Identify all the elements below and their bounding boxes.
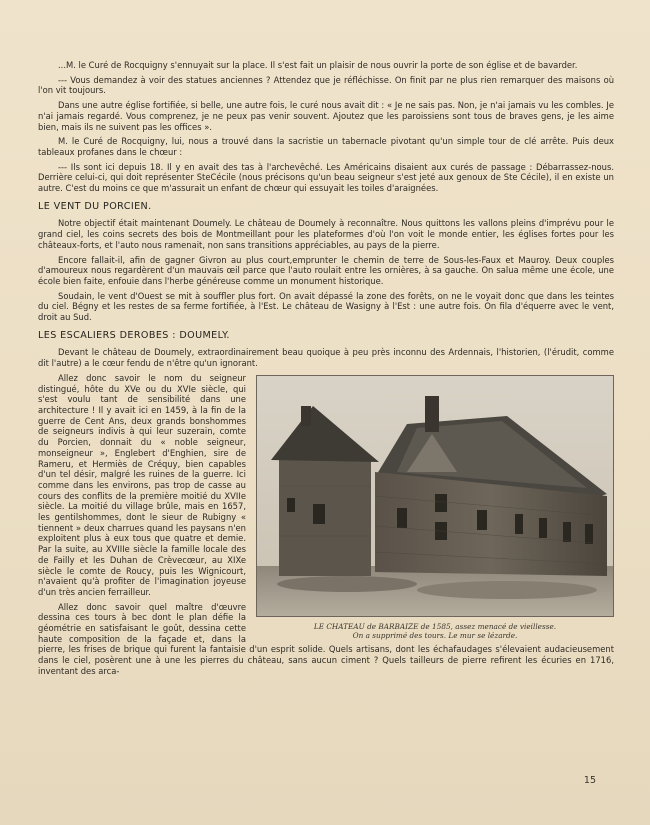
caption-line: On a supprimé des tours. Le mur se lézarde. bbox=[352, 631, 518, 641]
paragraph: Dans une autre église fortifiée, si belle, une autre fois, le curé nous avait dit : « Je ne sais pas. Non, je n'ai jamais vu les combles. Je n'ai jamais regardé. Vous comprenez, je ne peux pas venir souvent. Ajoutez que les paroissiens sont tous de braves gens, je les aime bien, mais ils ne suivent pas les offices ». bbox=[38, 100, 614, 132]
paragraph: ...M. le Curé de Rocquigny s'ennuyait sur la place. Il s'est fait un plaisir de nous ouvrir la porte de son église et de bavarder. bbox=[58, 60, 578, 70]
paragraph: Notre objectif était maintenant Doumely. Le château de Doumely à reconnaître. Nous quittons les vallons pleins d'imprévu pour le grand ciel, les coins secrets des bois de Montmeillant pour les plateformes d'où l'on voit le monde entier, les églises fortes pour les châteaux-forts, et l'auto nous ramenait, non sans transitions appréciables, au pays de la pierre. bbox=[38, 218, 614, 250]
paragraph: Allez donc savoir quel maître d'œuvre dessina ces tours à bec dont le plan défie la géométrie en satisfaisant le goût, dessina cette haute composition de la façade et, dans la pierre, les frises de brique qui furent la fantaisie d'un esprit solide. Quels artisans, dont les échafaudages s'élevaient audacieusement dans le ciel, posèrent une à une les pierres du château, sans aucun ciment ? Quels tailleurs de pierre refirent les écuries en 1716, inventant des arca- bbox=[38, 601, 614, 676]
paragraph: --- Vous demandez à voir des statues anciennes ? Attendez que je réfléchisse. On finit par ne plus rien remarquer des maisons où l'on vit toujours. bbox=[38, 74, 614, 96]
paragraph: --- Ils sont ici depuis 18. Il y en avait des tas à l'archevêché. Les Américains disaient aux curés de passage : Débarrassez-nous. Derrière celui-ci, qui doit représenter SteCécile (nous précisons qu'un beau seigneur s'est jeté aux genoux de Ste Cécile), il en existe un autre. C'est du moins ce que m'assurait un enfant de chœur qui essuyait les toiles d'araignées. bbox=[38, 161, 614, 194]
paragraph: Devant le château de Doumely, extraordinairement beau quoique à peu près inconnu des Ardennais, l'historien, (l'érudit, comme dit l'autre) a le cœur fendu de n'être qu'un ignorant. bbox=[38, 347, 614, 369]
paragraph: Allez donc savoir le nom du seigneur distingué, hôte du XVe ou du XVIe siècle, qui s'est voulu tant de sensibilité dans une architecture ! Il y avait ici en 1459, à la fin de la guerre de Cent Ans, deux grands bonshommes de seigneurs indivis à qui leur suzerain, comte du Porcien, donnait du « noble seigneur, monseigneur », Englebert d'Enghien, sire de Rameru, et Hermiès de Créquy, bien capables d'un tel désir, malgré les ruines de la guerre. Ici comme dans les environs, pas trop de casse au cours des conflits de la première moitié du XVIIe siècle. La moitié du village brûle, mais en 1657, les gentilshommes, dont le sieur de Rubigny « tiennent » deux charrues quand les paysans n'en exploitent plus à eux tous que quatre et demie. Par la suite, au XVIIIe siècle la famille locale des de Failly et les Duhan de Crèvecœur, au XIXe siècle le comte de Roucy, puis les Wignicourt, n'avaient qu'à profiter de l'imagination joyeuse d'un très ancien ferrailleur. bbox=[38, 372, 246, 597]
figure-caption bbox=[256, 622, 614, 640]
paragraph: Soudain, le vent d'Ouest se mit à souffler plus fort. On avait dépassé la zone des forêts, on ne le voyait donc que dans les teintes du ciel. Bégny et les restes de sa ferme fortifiée, à l'Est. Le château de Wasigny à l'Est : une autre fois. On fila d'équerre avec le vent, droit au Sud. bbox=[38, 290, 614, 323]
caption-line: LE CHATEAU de BARBAIZE de 1585, assez menacé de vieillesse. bbox=[313, 621, 557, 631]
section-heading-escaliers-derobes: LES ESCALIERS DEROBES : DOUMELY. bbox=[38, 329, 230, 341]
paragraph: M. le Curé de Rocquigny, lui, nous a trouvé dans la sacristie un tabernacle pivotant qu'un simple tour de clé arrête. Puis deux tableaux profanes dans le chœur : bbox=[38, 136, 614, 157]
page-number: 15 bbox=[583, 775, 596, 786]
paragraph: Encore fallait-il, afin de gagner Givron au plus court,emprunter le chemin de terre de Sous-les-Faux et Mauroy. Deux couples d'amoureux nous regardèrent d'un mauvais œil parce que l'auto roulait entre les ornières, à sa gauche. On salua même une école, une école bien faite, enfouie dans l'herbe généreuse comme un monument historique. bbox=[38, 254, 614, 286]
section-heading-vent-du-porcien: LE VENT DU PORCIEN. bbox=[38, 200, 152, 212]
chateau-photo bbox=[256, 375, 614, 617]
chateau-figure bbox=[256, 375, 614, 640]
intro-text bbox=[38, 60, 614, 194]
